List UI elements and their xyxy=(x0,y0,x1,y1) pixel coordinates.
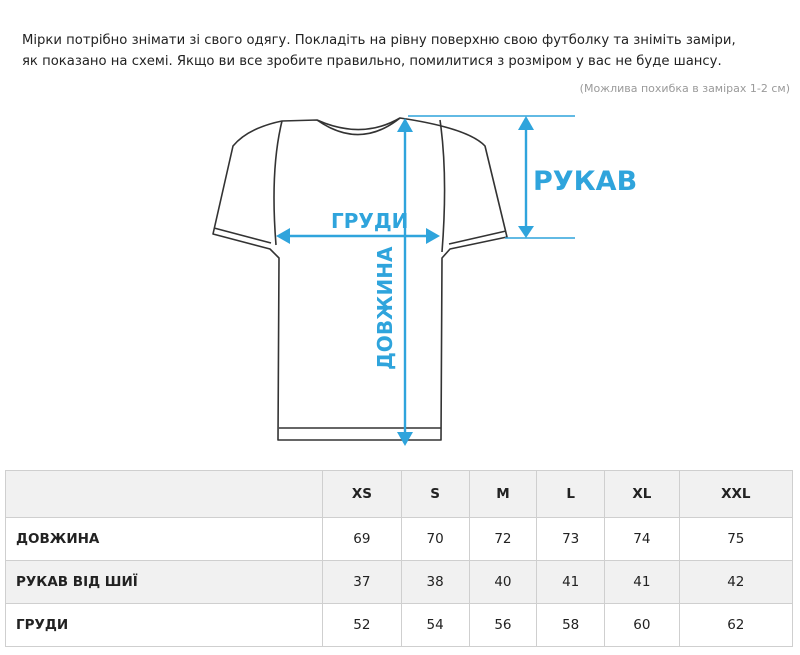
table-header-l: L xyxy=(537,471,605,518)
intro-text xyxy=(22,30,792,72)
table-header-row xyxy=(6,471,793,518)
table-cell: 42 xyxy=(679,561,792,604)
table-cell: 37 xyxy=(323,561,402,604)
table-cell: 74 xyxy=(605,518,680,561)
table-cell: 75 xyxy=(679,518,792,561)
intro-line-1: Мірки потрібно знімати зі свого одягу. Покладіть на рівну поверхню свою футболку та зніміть заміри, xyxy=(22,33,736,48)
table-cell: 41 xyxy=(605,561,680,604)
table-cell: 62 xyxy=(679,604,792,647)
table-cell: 73 xyxy=(537,518,605,561)
table-cell: 54 xyxy=(401,604,469,647)
sleeve-label: РУКАВ xyxy=(533,166,638,197)
chest-label: ГРУДИ xyxy=(331,209,409,233)
measurement-error-note: (Можлива похибка в замірах 1-2 см) xyxy=(579,82,790,95)
table-cell: 58 xyxy=(537,604,605,647)
table-cell: 69 xyxy=(323,518,402,561)
row-label: РУКАВ ВІД ШИЇ xyxy=(6,561,323,604)
size-chart-table xyxy=(5,470,793,647)
table-row xyxy=(6,604,793,647)
table-cell: 72 xyxy=(469,518,537,561)
sleeve-arrow xyxy=(518,116,534,238)
length-label: ДОВЖИНА xyxy=(373,246,397,370)
table-header-xs: XS xyxy=(323,471,402,518)
table-cell: 40 xyxy=(469,561,537,604)
tshirt-diagram xyxy=(0,95,800,465)
row-label: ГРУДИ xyxy=(6,604,323,647)
table-header-xxl: XXL xyxy=(679,471,792,518)
table-header-xl: XL xyxy=(605,471,680,518)
length-arrow xyxy=(397,118,413,446)
intro-line-2: як показано на схемі. Якщо ви все зробите правильно, помилитися з розміром у вас не буде шансу. xyxy=(22,54,722,69)
table-cell: 52 xyxy=(323,604,402,647)
table-cell: 56 xyxy=(469,604,537,647)
table-cell: 70 xyxy=(401,518,469,561)
table-header-s: S xyxy=(401,471,469,518)
table-cell: 60 xyxy=(605,604,680,647)
row-label: ДОВЖИНА xyxy=(6,518,323,561)
tshirt-outline xyxy=(213,118,507,440)
table-cell: 41 xyxy=(537,561,605,604)
table-header-empty xyxy=(6,471,323,518)
table-header-m: M xyxy=(469,471,537,518)
table-row xyxy=(6,561,793,604)
table-cell: 38 xyxy=(401,561,469,604)
table-row xyxy=(6,518,793,561)
